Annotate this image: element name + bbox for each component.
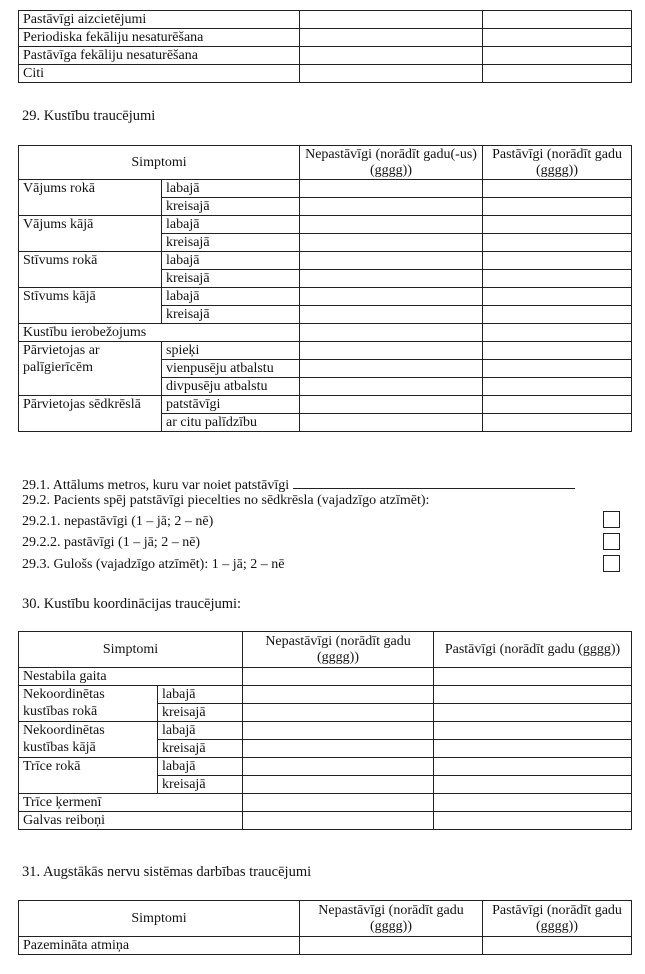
table-row [19, 324, 632, 342]
perm-input-cell[interactable] [483, 342, 632, 360]
temp-input-cell[interactable] [300, 378, 483, 396]
symptom-label: Galvas reiboņi [19, 812, 243, 830]
symptoms-header: Simptomi [19, 632, 243, 668]
side-label: kreisajā [162, 306, 300, 324]
question-29-2-2: 29.2.2. pastāvīgi (1 – jā; 2 – nē) [22, 535, 201, 550]
symptom-label: Stīvums kājā [19, 288, 162, 324]
perm-header: Pastāvīgi (norādīt gadu (gggg)) [434, 632, 632, 668]
symptom-label: Vājums kājā [19, 216, 162, 252]
question-29-3: 29.3. Gulošs (vajadzīgo atzīmēt): 1 – jā; 2 – nē [22, 557, 285, 572]
temp-input-cell[interactable] [243, 722, 434, 740]
section-30-table [18, 631, 632, 830]
row-label: Citi [19, 65, 300, 83]
header-row [19, 146, 632, 180]
table-row [19, 180, 632, 198]
table-row [19, 812, 632, 830]
symptom-label: Kustību ierobežojums [19, 324, 300, 342]
perm-input-cell[interactable] [483, 252, 632, 270]
symptom-label: Pazemināta atmiņa [19, 937, 300, 955]
temp-header: Nepastāvīgi (norādīt gadu (gggg)) [243, 632, 434, 668]
perm-input-cell[interactable] [483, 270, 632, 288]
temp-input-cell[interactable] [300, 29, 483, 47]
question-29-1 [22, 476, 575, 494]
side-label: labajā [162, 216, 300, 234]
temp-input-cell[interactable] [300, 270, 483, 288]
distance-input[interactable] [293, 476, 575, 489]
table-row [19, 216, 632, 234]
row-label: Periodiska fekāliju nesaturēšana [19, 29, 300, 47]
temp-input-cell[interactable] [300, 198, 483, 216]
perm-input-cell[interactable] [434, 722, 632, 740]
side-label: kreisajā [162, 234, 300, 252]
table-row [19, 288, 632, 306]
perm-input-cell[interactable] [483, 306, 632, 324]
table-row [19, 29, 632, 47]
perm-input-cell[interactable] [483, 65, 632, 83]
perm-input-cell[interactable] [483, 396, 632, 414]
perm-input-cell[interactable] [434, 740, 632, 758]
temp-input-cell[interactable] [300, 342, 483, 360]
perm-input-cell[interactable] [483, 234, 632, 252]
perm-input-cell[interactable] [483, 216, 632, 234]
perm-input-cell[interactable] [434, 704, 632, 722]
symptom-label: Trīce rokā [19, 758, 158, 794]
side-label: kreisajā [158, 740, 243, 758]
temp-input-cell[interactable] [300, 360, 483, 378]
perm-input-cell[interactable] [483, 47, 632, 65]
table-row [19, 252, 632, 270]
table-row [19, 686, 632, 704]
side-label: kreisajā [158, 704, 243, 722]
temp-input-cell[interactable] [243, 758, 434, 776]
perm-input-cell[interactable] [483, 29, 632, 47]
question-29-2-1: 29.2.1. nepastāvīgi (1 – jā; 2 – nē) [22, 514, 214, 529]
symptom-label: Nekoordinētas kustības kājā [19, 722, 158, 758]
perm-input-cell[interactable] [483, 324, 632, 342]
mode-label: patstāvīgi [162, 396, 300, 414]
temp-input-cell[interactable] [300, 216, 483, 234]
temp-input-cell[interactable] [300, 324, 483, 342]
checkbox-29-3[interactable] [603, 555, 620, 572]
mode-label: ar citu palīdzību [162, 414, 300, 432]
section-29-heading: 29. Kustību traucējumi [22, 108, 156, 124]
header-row [19, 901, 632, 937]
section-29-table [18, 145, 632, 432]
question-29-1-label: 29.1. Attālums metros, kuru var noiet patstāvīgi [22, 478, 290, 493]
perm-input-cell[interactable] [434, 668, 632, 686]
temp-input-cell[interactable] [300, 306, 483, 324]
symptom-label: Pārvietojas ar palīgierīcēm [19, 342, 162, 396]
symptom-label: Nestabila gaita [19, 668, 243, 686]
perm-input-cell[interactable] [483, 378, 632, 396]
symptoms-header: Simptomi [19, 146, 300, 180]
temp-input-cell[interactable] [300, 234, 483, 252]
temp-input-cell[interactable] [300, 11, 483, 29]
table-row [19, 758, 632, 776]
side-label: labajā [158, 686, 243, 704]
table-row [19, 794, 632, 812]
temp-input-cell[interactable] [300, 65, 483, 83]
symptom-label: Trīce ķermenī [19, 794, 243, 812]
perm-input-cell[interactable] [483, 414, 632, 432]
perm-input-cell[interactable] [434, 686, 632, 704]
temp-input-cell[interactable] [300, 937, 483, 955]
table-row [19, 722, 632, 740]
temp-input-cell[interactable] [243, 776, 434, 794]
aid-label: vienpusēju atbalstu [162, 360, 300, 378]
perm-input-cell[interactable] [483, 11, 632, 29]
temp-input-cell[interactable] [243, 704, 434, 722]
temp-input-cell[interactable] [243, 686, 434, 704]
table-row [19, 342, 632, 360]
top-table [18, 10, 632, 83]
side-label: labajā [162, 252, 300, 270]
symptom-label: Stīvums rokā [19, 252, 162, 288]
header-row [19, 632, 632, 668]
section-31-table [18, 900, 632, 955]
row-label: Pastāvīgi aizcietējumi [19, 11, 300, 29]
symptoms-header: Simptomi [19, 901, 300, 937]
table-row [19, 396, 632, 414]
side-label: labajā [158, 722, 243, 740]
temp-input-cell[interactable] [243, 812, 434, 830]
side-label: kreisajā [158, 776, 243, 794]
perm-input-cell[interactable] [483, 180, 632, 198]
table-row [19, 65, 632, 83]
aid-label: divpusēju atbalstu [162, 378, 300, 396]
side-label: labajā [162, 288, 300, 306]
temp-input-cell[interactable] [300, 414, 483, 432]
temp-input-cell[interactable] [300, 396, 483, 414]
table-row [19, 668, 632, 686]
checkbox-29-2-1[interactable] [603, 511, 620, 528]
table-row [19, 937, 632, 955]
temp-input-cell[interactable] [300, 252, 483, 270]
perm-input-cell[interactable] [434, 758, 632, 776]
question-29-2: 29.2. Pacients spēj patstāvīgi piecelties no sēdkrēsla (vajadzīgo atzīmēt): [22, 493, 430, 508]
temp-input-cell[interactable] [300, 180, 483, 198]
table-row [19, 47, 632, 65]
temp-header: Nepastāvīgi (norādīt gadu(-us) (gggg)) [300, 146, 483, 180]
checkbox-29-2-2[interactable] [603, 533, 620, 550]
side-label: labajā [162, 180, 300, 198]
perm-input-cell[interactable] [434, 794, 632, 812]
temp-input-cell[interactable] [243, 740, 434, 758]
table-row [19, 11, 632, 29]
perm-header: Pastāvīgi (norādīt gadu (gggg)) [483, 146, 632, 180]
section-30-heading: 30. Kustību koordinācijas traucējumi: [22, 596, 242, 612]
symptom-label: Nekoordinētas kustības rokā [19, 686, 158, 722]
perm-input-cell[interactable] [434, 812, 632, 830]
perm-input-cell[interactable] [434, 776, 632, 794]
temp-input-cell[interactable] [243, 794, 434, 812]
perm-input-cell[interactable] [483, 937, 632, 955]
side-label: kreisajā [162, 198, 300, 216]
temp-input-cell[interactable] [300, 47, 483, 65]
aid-label: spieķi [162, 342, 300, 360]
temp-input-cell[interactable] [243, 668, 434, 686]
perm-header: Pastāvīgi (norādīt gadu (gggg)) [483, 901, 632, 937]
temp-header: Nepastāvīgi (norādīt gadu (gggg)) [300, 901, 483, 937]
symptom-label: Pārvietojas sēdkrēslā [19, 396, 162, 432]
side-label: labajā [158, 758, 243, 776]
row-label: Pastāvīga fekāliju nesaturēšana [19, 47, 300, 65]
perm-input-cell[interactable] [483, 360, 632, 378]
section-31-heading: 31. Augstākās nervu sistēmas darbības traucējumi [22, 864, 312, 880]
side-label: kreisajā [162, 270, 300, 288]
temp-input-cell[interactable] [300, 288, 483, 306]
perm-input-cell[interactable] [483, 198, 632, 216]
symptom-label: Vājums rokā [19, 180, 162, 216]
perm-input-cell[interactable] [483, 288, 632, 306]
